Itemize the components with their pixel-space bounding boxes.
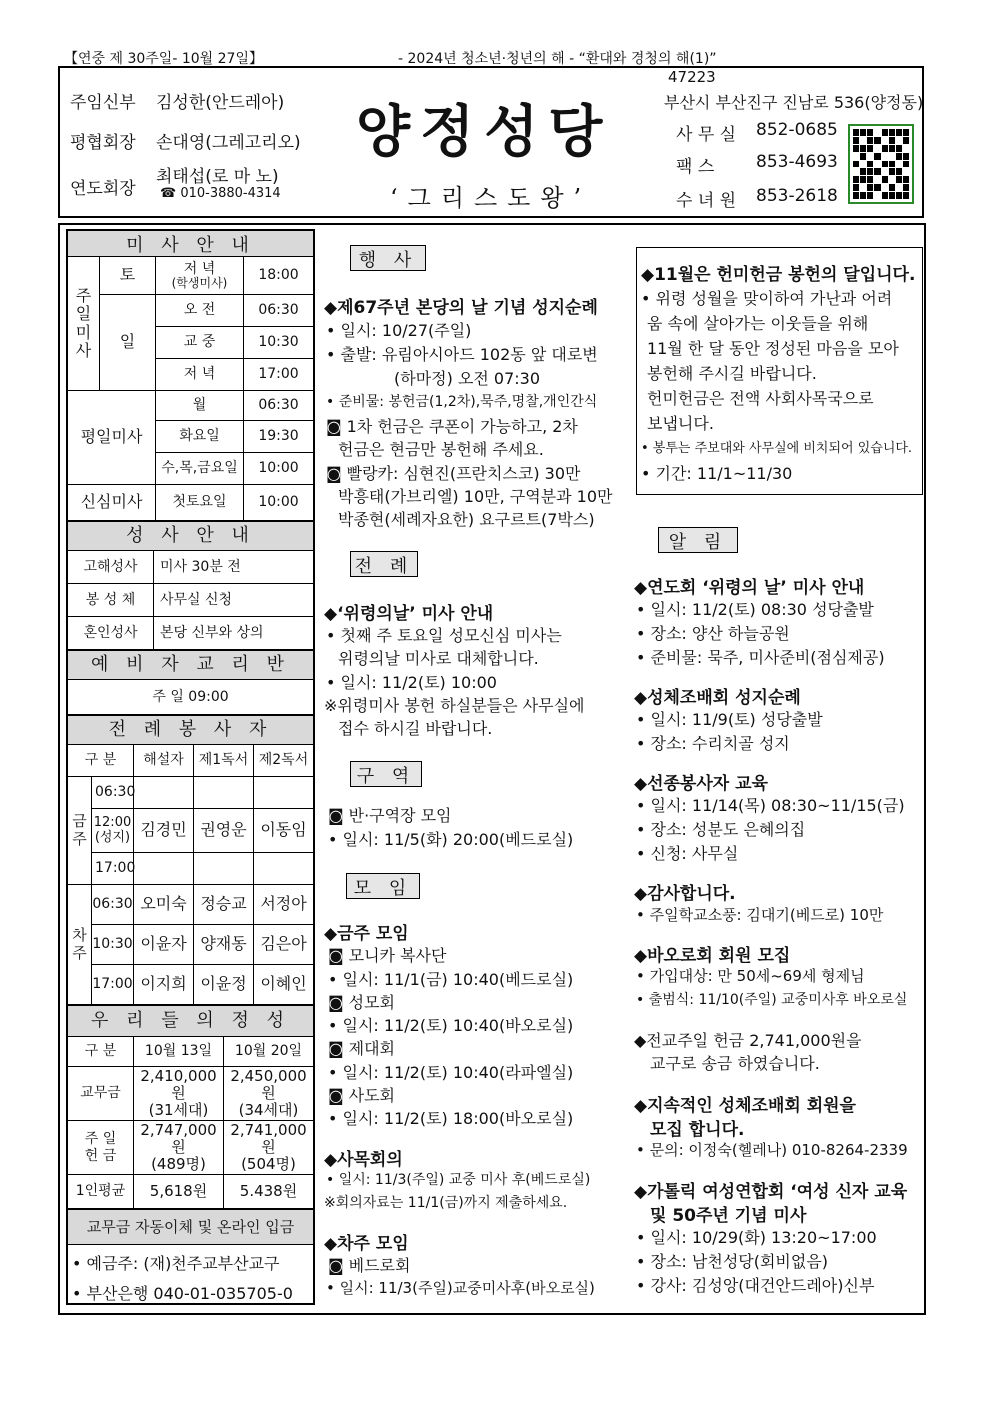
notice-line: ◆지속적인 성체조배회 회원을 (634, 1096, 856, 1116)
mass-label: 화요일 (156, 421, 244, 453)
sacrament-value: 미사 30분 전 (154, 551, 313, 584)
event-line: ◙ 빨랑카: 심현진(프란치스코) 30만 (326, 464, 581, 483)
bank-header: 교무금 자동이체 및 온라인 입금 (68, 1209, 313, 1245)
meeting-line: ◙ 사도회 (328, 1086, 395, 1105)
box-line: • 봉투는 주보대와 사무실에 비치되어 있습니다. (641, 441, 913, 456)
this-week-label: 금주 (68, 777, 92, 885)
meeting-line: • 일시: 11/3(주일) 교중 미사 후(베드로실) (326, 1172, 591, 1188)
sacrament-label: 봉 성 체 (68, 584, 154, 617)
district-line: • 일시: 11/5(화) 20:00(베드로실) (328, 830, 574, 849)
meeting-line: • 일시: 11/2(토) 10:40(라파엘실) (328, 1063, 574, 1082)
mass-time: 18:00 (244, 257, 313, 295)
next-week-label: 차주 (68, 885, 92, 1005)
column-header: 제2독서 (254, 745, 313, 777)
meeting-line: ◙ 베드로회 (328, 1256, 411, 1275)
contact-label: 수 녀 원 (676, 191, 737, 211)
box-line: 헌미헌금은 전액 사회사목국으로 (647, 389, 874, 408)
event-line: • 출발: 유림아시아드 102동 앞 대로변 (326, 345, 598, 364)
server-name (194, 777, 254, 809)
server-name (194, 853, 254, 885)
notice-line: ◆선종봉사자 교육 (634, 774, 768, 794)
liturgy-line: • 첫째 주 토요일 성모신심 미사는 (326, 626, 562, 645)
weekday-mass-label: 평일미사 (68, 391, 156, 485)
notice-line: • 주일학교소풍: 김대기(베드로) 10만 (636, 906, 884, 924)
liturgy-line: ◆‘위령의날’ 미사 안내 (324, 604, 494, 624)
column-header: 10월 13일 (134, 1037, 224, 1067)
notice-line: • 장소: 수리치골 성지 (636, 734, 790, 753)
server-time: 12:00 (성지) (92, 809, 134, 853)
mass-time: 06:30 (244, 391, 313, 421)
server-name (134, 777, 194, 809)
server-name: 이지희 (134, 965, 194, 1005)
postcode: 47223 (668, 68, 716, 86)
amount: 2,741,000원 (230, 1120, 307, 1156)
offering-value: 5.438원 (224, 1175, 313, 1209)
mass-note: (학생미사) (171, 275, 228, 290)
meeting-line: ◆사목회의 (324, 1150, 403, 1170)
offering-value: 5,618원 (134, 1175, 224, 1209)
mass-label: 오 전 (156, 295, 244, 327)
mass-time: 06:30 (244, 295, 313, 327)
offering-label: 교무금 (68, 1067, 134, 1121)
box-line: 움 속에 살아가는 이웃들을 위해 (647, 314, 869, 333)
amount: 2,410,000원 (140, 1066, 217, 1102)
server-name (254, 853, 313, 885)
server-name: 김은아 (254, 925, 313, 965)
mass-time: 10:00 (244, 485, 313, 521)
column-header: 구 분 (68, 745, 134, 777)
contact-number: 853-2618 (756, 186, 838, 206)
phone-number: ☎ 010-3880-4314 (160, 186, 281, 201)
notice-line: ◆바오로회 회원 모집 (634, 946, 791, 966)
role-name: 손대영(그레고리오) (156, 133, 301, 153)
mass-label: 첫토요일 (156, 485, 244, 521)
amount: 2,747,000원 (140, 1120, 217, 1156)
offering-label: 1인평균 (68, 1175, 134, 1209)
server-name: 서정아 (254, 885, 313, 925)
role-label: 평협회장 (70, 133, 136, 153)
bank-holder: • 예금주: (재)천주교부산교구 (72, 1254, 280, 1273)
notice-line: ◆감사합니다. (634, 884, 736, 904)
notice-line: 교구로 송금 하였습니다. (650, 1054, 820, 1073)
sacrament-label: 혼인성사 (68, 617, 154, 650)
server-name: 오미숙 (134, 885, 194, 925)
liturgy-line: • 일시: 11/2(토) 10:00 (326, 673, 497, 692)
label-line: 주 일 (84, 1131, 117, 1148)
server-name: 이혜인 (254, 965, 313, 1005)
meeting-line: ◆차주 모임 (324, 1234, 409, 1254)
contact-number: 852-0685 (756, 120, 838, 140)
offering-value (224, 1121, 313, 1175)
liturgy-line: 접수 하시길 바랍니다. (338, 719, 493, 738)
sacrament-value: 본당 신부와 상의 (154, 617, 313, 650)
notice-line: • 준비물: 묵주, 미사준비(점심제공) (636, 648, 885, 667)
notice-line: ◆전교주일 헌금 2,741,000원을 (634, 1031, 862, 1050)
meeting-line: ◙ 제대회 (328, 1039, 395, 1058)
meeting-line: ◙ 모니카 복사단 (328, 946, 447, 965)
server-time: 06:30 (92, 885, 134, 925)
notice-line: ◆가톨릭 여성연합회 ‘여성 신자 교육 (634, 1182, 908, 1202)
qr-code-icon (848, 124, 914, 204)
count: (31세대) (148, 1101, 209, 1120)
box-line: 11월 한 달 동안 정성된 마음을 모아 (647, 339, 899, 358)
meeting-line: • 일시: 11/2(토) 18:00(바오로실) (328, 1109, 574, 1128)
district-line: ◙ 반·구역장 모임 (328, 806, 452, 825)
donation-notice-box (636, 247, 923, 495)
notice-line: ◆연도회 ‘위령의 날’ 미사 안내 (634, 578, 865, 598)
column-header: 제1독서 (194, 745, 254, 777)
notice-line: • 강사: 김성앙(대건안드레아)신부 (636, 1276, 875, 1295)
mass-time: 17:00 (244, 359, 313, 391)
mass-time: 10:30 (244, 327, 313, 359)
server-name (254, 777, 313, 809)
server-name (134, 853, 194, 885)
server-name: 권영운 (194, 809, 254, 853)
issue-label: 【연중 제 30주일- 10월 27일】 (64, 51, 263, 67)
event-line: 박종현(세례자요한) 요구르트(7박스) (338, 510, 595, 529)
masthead (58, 66, 924, 218)
catechumen-header: 예 비 자 교 리 반 (68, 650, 313, 680)
liturgy-heading: 전 례 (350, 551, 418, 577)
notice-line: • 일시: 11/9(토) 성당출발 (636, 710, 823, 729)
servers-header: 전 례 봉 사 자 (68, 715, 313, 745)
count: (34세대) (238, 1101, 299, 1120)
liturgy-line: ※위령미사 봉헌 하실분들은 사무실에 (324, 696, 585, 715)
sacrament-label: 고해성사 (68, 551, 154, 584)
server-name: 정승교 (194, 885, 254, 925)
district-heading: 구 역 (350, 761, 422, 787)
notice-line: ◆성체조배회 성지순례 (634, 688, 801, 708)
saturday-evening (156, 257, 244, 295)
count: (489명) (151, 1155, 206, 1174)
mass-label: 저 녁 (183, 260, 216, 277)
offering-label (68, 1121, 134, 1175)
parish-subtitle: ‘그리스도왕’ (390, 184, 592, 212)
bank-account: • 부산은행 040-01-035705-0 (72, 1284, 293, 1303)
notice-line: • 일시: 10/29(화) 13:20~17:00 (636, 1228, 877, 1247)
offering-value (134, 1067, 224, 1121)
event-line: (하마정) 오전 07:30 (394, 369, 541, 388)
sunday-mass-label: 주일미사 (68, 257, 100, 391)
server-time: 17:00 (92, 965, 134, 1005)
meeting-line: ※회의자료는 11/1(금)까지 제출하세요. (324, 1195, 568, 1211)
event-line: ◆제67주년 본당의 날 기념 성지순례 (324, 298, 598, 318)
contact-label: 팩 스 (676, 157, 715, 177)
box-line: ◆11월은 헌미헌금 봉헌의 달입니다. (641, 265, 916, 285)
left-column (66, 229, 315, 1305)
role-label: 연도회장 (70, 179, 136, 199)
box-line: 보냅니다. (647, 414, 714, 433)
meetings-heading: 모 임 (346, 873, 420, 899)
meeting-line: • 일시: 11/2(토) 10:40(바오로실) (328, 1016, 574, 1035)
server-name: 이윤정 (194, 965, 254, 1005)
meeting-line: • 일시: 11/1(금) 10:40(베드로실) (328, 970, 574, 989)
box-line: • 기간: 11/1~11/30 (641, 464, 793, 483)
notice-line: • 장소: 성분도 은혜의집 (636, 820, 806, 839)
year-theme: - 2024년 청소년·청년의 해 - “환대와 경청의 해(1)” (398, 51, 717, 67)
server-name: 김경민 (134, 809, 194, 853)
offering-value (224, 1067, 313, 1121)
server-time: 06:30 (92, 777, 134, 809)
devotion-mass-label: 신심미사 (68, 485, 156, 521)
mass-time: 10:00 (244, 453, 313, 485)
role-name: 최태섭(로 마 노) (156, 167, 279, 187)
offering-value (134, 1121, 224, 1175)
contact-label: 사 무 실 (676, 125, 737, 145)
notice-line: • 일시: 11/2(토) 08:30 성당출발 (636, 600, 874, 619)
sacrament-header: 성 사 안 내 (68, 521, 313, 551)
mass-label: 월 (156, 391, 244, 421)
saturday-label: 토 (100, 257, 156, 295)
events-heading: 행 사 (350, 245, 426, 271)
event-line: 박흥태(가브리엘) 10만, 구역분과 10만 (338, 487, 613, 506)
server-name: 이동임 (254, 809, 313, 853)
offering-header: 우 리 들 의 정 성 (68, 1005, 313, 1037)
meeting-line: ◙ 성모회 (328, 993, 395, 1012)
liturgy-line: 위령의날 미사로 대체합니다. (338, 649, 539, 668)
notice-line: • 출범식: 11/10(주일) 교중미사후 바오로실 (636, 992, 908, 1008)
label-line: 헌 금 (84, 1147, 117, 1164)
notice-line: 모집 합니다. (650, 1120, 745, 1140)
mass-label: 저 녁 (156, 359, 244, 391)
mass-label: 교 중 (156, 327, 244, 359)
notice-line: • 가입대상: 만 50세~69세 형제님 (636, 967, 865, 985)
mass-header: 미 사 안 내 (68, 231, 313, 257)
sunday-label: 일 (100, 295, 156, 391)
meeting-line: ◆금주 모임 (324, 924, 409, 944)
server-time: 10:30 (92, 925, 134, 965)
notice-line: • 일시: 11/14(목) 08:30~11/15(금) (636, 796, 905, 815)
sacrament-value: 사무실 신청 (154, 584, 313, 617)
amount: 2,450,000원 (230, 1066, 307, 1102)
event-line: 헌금은 현금만 봉헌해 주세요. (338, 440, 544, 459)
catechumen-time: 주 일 09:00 (68, 680, 313, 715)
role-label: 주임신부 (70, 93, 136, 113)
mass-label: 수,목,금요일 (156, 453, 244, 485)
event-line: • 일시: 10/27(주일) (326, 321, 472, 340)
bulletin-body (58, 223, 926, 1315)
count: (504명) (241, 1155, 296, 1174)
notice-line: • 장소: 남천성당(회비없음) (636, 1252, 829, 1271)
server-time: 17:00 (92, 853, 134, 885)
meeting-line: • 일시: 11/3(주일)교중미사후(바오로실) (326, 1279, 595, 1297)
box-line: 봉헌해 주시길 바랍니다. (647, 364, 817, 383)
server-name: 양재동 (194, 925, 254, 965)
event-line: ◙ 1차 헌금은 쿠폰이 가능하고, 2차 (326, 417, 578, 436)
column-header: 해설자 (134, 745, 194, 777)
role-name: 김성한(안드레아) (156, 93, 285, 113)
notices-heading: 알 림 (658, 527, 738, 553)
parish-title: 양정성당 (356, 99, 613, 165)
mass-time: 19:30 (244, 421, 313, 453)
column-header: 구 분 (68, 1037, 134, 1067)
server-name: 이윤자 (134, 925, 194, 965)
column-header: 10월 20일 (224, 1037, 313, 1067)
notice-line: 및 50주년 기념 미사 (650, 1206, 807, 1226)
notice-line: • 신청: 사무실 (636, 844, 739, 863)
notice-line: • 문의: 이정숙(헬레나) 010-8264-2339 (636, 1141, 908, 1159)
address: 부산시 부산진구 진남로 536(양정동) (664, 93, 924, 112)
notice-line: • 장소: 양산 하늘공원 (636, 624, 790, 643)
contact-number: 853-4693 (756, 152, 838, 172)
event-line: • 준비물: 봉헌금(1,2차),묵주,명찰,개인간식 (326, 394, 598, 410)
box-line: • 위령 성월을 맞이하여 가난과 어려 (641, 289, 893, 308)
